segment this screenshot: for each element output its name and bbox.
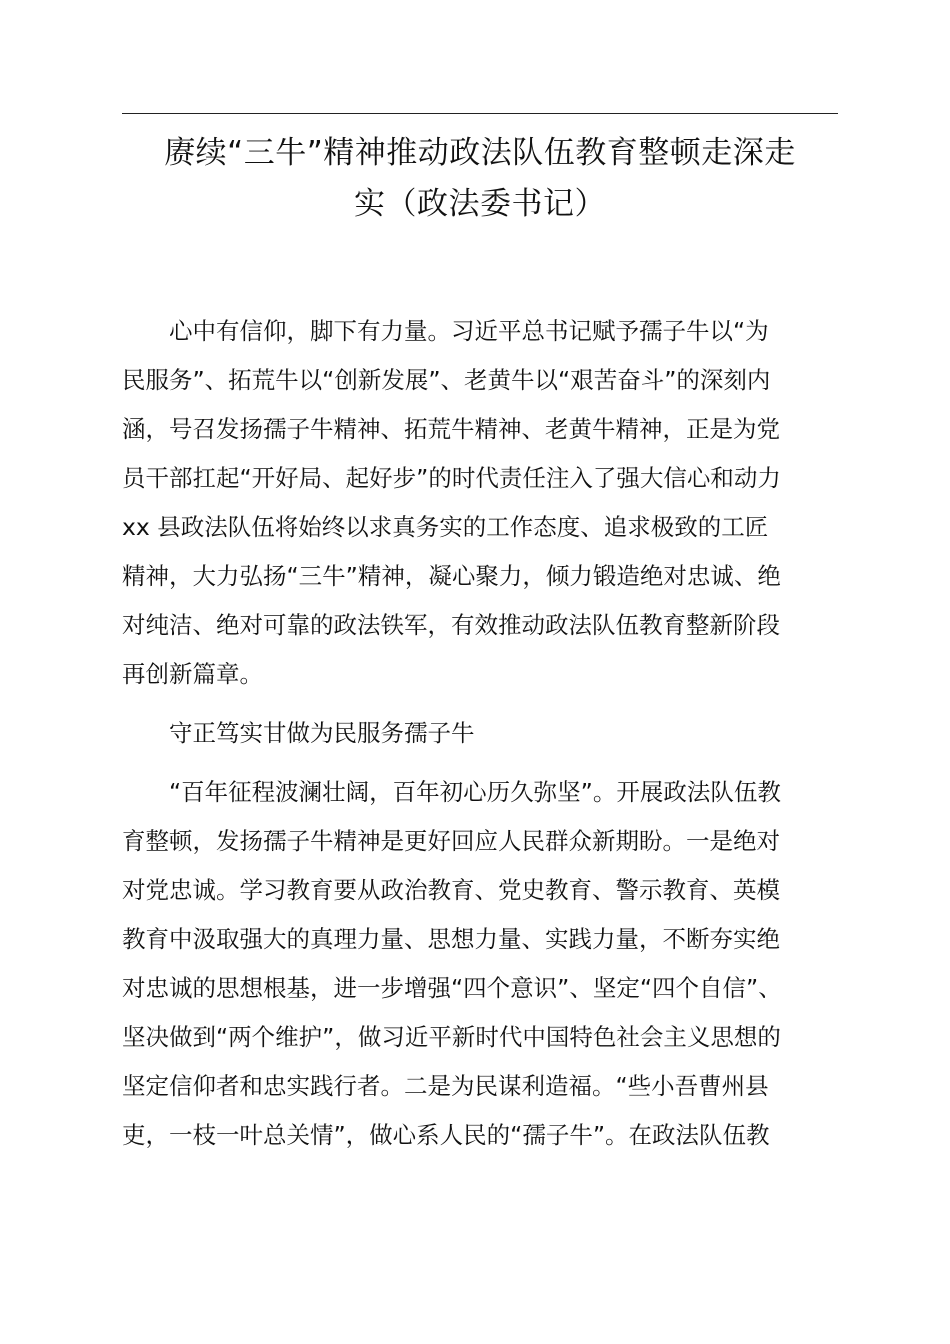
paragraph-line: 民服务”、拓荒牛以“创新发展”、老黄牛以“艰苦奋斗”的深刻内 [122,366,771,394]
paragraph-line: 对纯洁、绝对可靠的政法铁军，有效推动政法队伍教育整新阶段 [122,611,780,639]
document-body [122,307,840,1170]
paragraph-line: “百年征程波澜壮阔，百年初心历久弥坚”。开展政法队伍教 [169,778,781,806]
section-heading: 守正笃实甘做为民服务孺子牛 [169,719,475,747]
document-title [122,128,838,230]
paragraph-line: 坚定信仰者和忠实践行者。二是为民谋利造福。“些小吾曹州县 [122,1072,769,1100]
paragraph-line: 对忠诚的思想根基，进一步增强“四个意识”、坚定“四个自信”、 [122,974,782,1002]
paragraph-line: 教育中汲取强大的真理力量、思想力量、实践力量，不断夯实绝 [122,925,780,953]
paragraph-line: 员干部扛起“开好局、起好步”的时代责任注入了强大信心和动力 [122,464,781,492]
paragraph-line: 心中有信仰，脚下有力量。习近平总书记赋予孺子牛以“为 [169,317,769,345]
title-line-1: 赓续“三牛”精神推动政法队伍教育整顿走深走 [164,135,796,171]
paragraph-line: 育整顿，发扬孺子牛精神是更好回应人民群众新期盼。一是绝对 [122,827,780,855]
paragraph-line: 吏，一枝一叶总关情”，做心系人民的“孺子牛”。在政法队伍教 [122,1121,770,1149]
header-rule [122,113,838,114]
paragraph-intro [122,307,840,699]
paragraph-line: 对党忠诚。学习教育要从政治教育、党史教育、警示教育、英模 [122,876,780,904]
title-line-2: 实（政法委书记） [354,186,606,222]
paragraph-line: 坚决做到“两个维护”，做习近平新时代中国特色社会主义思想的 [122,1023,781,1051]
paragraph-line: 精神，大力弘扬“三牛”精神，凝心聚力，倾力锻造绝对忠诚、绝 [122,562,781,590]
paragraph-line: xx 县政法队伍将始终以求真务实的工作态度、追求极致的工匠 [122,513,769,541]
paragraph-section-1 [122,768,840,1160]
paragraph-line: 涵，号召发扬孺子牛精神、拓荒牛精神、老黄牛精神，正是为党 [122,415,780,443]
paragraph-line: 再创新篇章。 [122,660,263,688]
